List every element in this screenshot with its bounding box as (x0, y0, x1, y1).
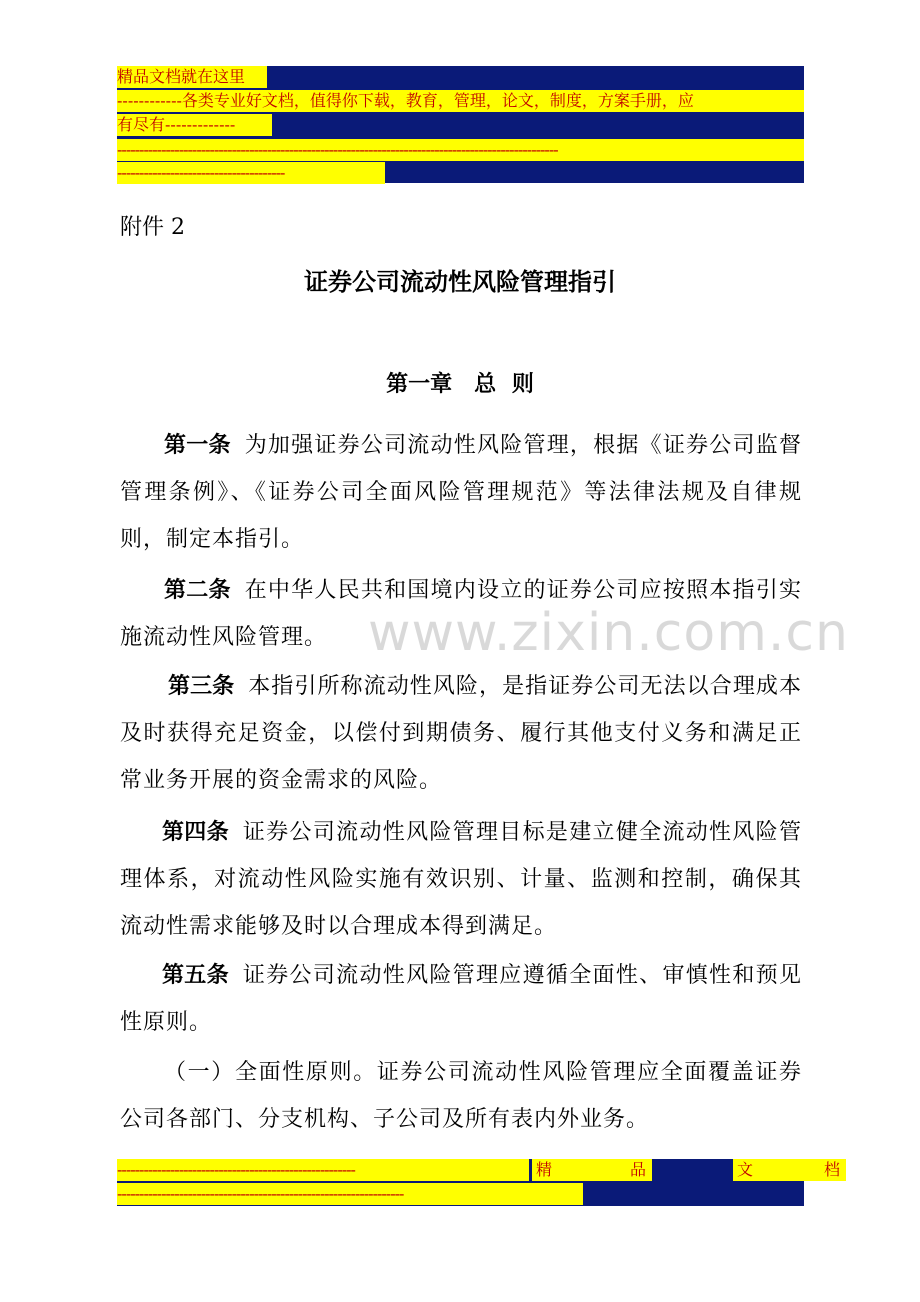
footer-char: 文 (737, 1160, 754, 1179)
watermark: www.zixin.com.cn (368, 603, 849, 663)
article-number: 第二条 (164, 578, 231, 603)
article-text: 证券公司流动性风险管理应遵循全面性、审慎性和预见性原则。 (120, 963, 802, 1035)
footer-char: 档 (823, 1160, 840, 1179)
annex-label: 附件 2 (120, 215, 185, 240)
article-text: 为加强证券公司流动性风险管理，根据《证券公司监督管理条例》、《证券公司全面风险管理规范》等法律法规及自律规则，制定本指引。 (120, 433, 802, 552)
principle-text: （一）全面性原则。证券公司流动性风险管理应全面覆盖证券公司各部门、分支机构、子公司及所有表内外业务。 (120, 1060, 802, 1132)
footer-cell-1 (532, 1159, 652, 1181)
header-banner (117, 66, 804, 183)
article-number: 第三条 (168, 674, 235, 699)
article-5 (120, 952, 802, 1046)
footer-char: 品 (629, 1160, 646, 1179)
banner-line-2: ------------各类专业好文档，值得你下载，教育，管理，论文，制度，方案手册，应 (117, 90, 804, 112)
article-4 (120, 809, 802, 950)
footer-dashes-2: ----------------------------------------------------------------- (117, 1183, 583, 1205)
banner-line-1: 精品文档就在这里 (117, 66, 267, 88)
footer-dashes-1: ------------------------------------------------------ (117, 1159, 529, 1181)
chapter-heading: 第一章 总 则 (386, 372, 534, 397)
article-text: 证券公司流动性风险管理目标是建立健全流动性风险管理体系，对流动性风险实施有效识别、计量、监测和控制，确保其流动性需求能够及时以合理成本得到满足。 (120, 820, 802, 939)
article-text: 本指引所称流动性风险，是指证券公司无法以合理成本及时获得充足资金，以偿付到期债务、履行其他支付义务和满足正常业务开展的资金需求的风险。 (120, 674, 802, 793)
principle-1 (120, 1049, 802, 1143)
article-number: 第五条 (162, 963, 229, 988)
article-3 (120, 663, 802, 804)
banner-line-4: ---------------------------------------------------------------------------------------------------- (117, 139, 804, 161)
banner-line-3: 有尽有------------- (117, 114, 272, 136)
article-number: 第一条 (164, 433, 231, 458)
document-title: 证券公司流动性风险管理指引 (304, 268, 616, 296)
article-number: 第四条 (162, 820, 229, 845)
footer-char: 精 (536, 1160, 553, 1179)
banner-line-5: -------------------------------------- (117, 162, 385, 184)
article-text: 在中华人民共和国境内设立的证券公司应按照本指引实施流动性风险管理。 (120, 578, 802, 650)
footer-banner (117, 1159, 840, 1206)
article-1 (120, 422, 802, 563)
footer-cell-3 (733, 1159, 846, 1181)
